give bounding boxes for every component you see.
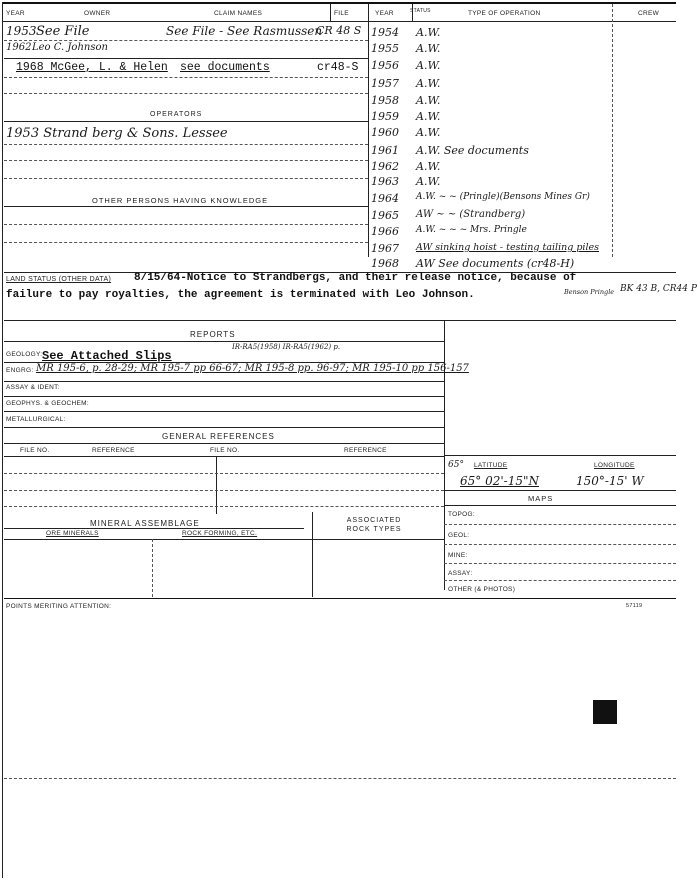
op-text: A.W. — [416, 175, 441, 188]
op-year: 1966 — [371, 225, 399, 238]
topog-label: TOPOG: — [448, 511, 475, 518]
owner-2-year: 1962 — [6, 42, 32, 53]
owner-rule-4 — [4, 93, 368, 94]
owner-2-name: Leo C. Johnson — [32, 42, 108, 53]
metallurgical-label: METALLURGICAL: — [6, 416, 66, 423]
reports-title: REPORTS — [190, 330, 236, 339]
gr-reference-label: REFERENCE — [92, 447, 135, 454]
engrg-value: MR 195-6, p. 28-29; MR 195-7 pp 66-67; MR 195-8 pp. 96-97; MR 195-10 pp 156-157 — [36, 363, 469, 374]
op-text: A.W. — [416, 110, 441, 123]
owner-rule-2 — [4, 58, 368, 59]
operation-row — [368, 59, 676, 74]
other-persons-rule-1 — [4, 224, 368, 225]
owner-1-name: See File — [36, 24, 90, 39]
mineral-col-1 — [152, 539, 153, 597]
other-persons-rule-2 — [4, 242, 368, 243]
owner-rule-1 — [4, 40, 368, 41]
mineral-bottom-rule — [4, 598, 676, 599]
header-file-label: FILE — [334, 10, 349, 17]
operation-row — [368, 77, 676, 92]
operation-row — [368, 175, 676, 190]
gr-rule-1 — [4, 473, 444, 474]
op-text: A.W. See documents — [416, 144, 529, 157]
land-status-line1: 8/15/64-Notice to Strandbergs, and their release notice, because of — [134, 272, 577, 284]
op-text: A.W. — [416, 26, 441, 39]
op-year: 1965 — [371, 209, 399, 222]
operators-rule-3 — [4, 178, 368, 179]
geophys-rule — [4, 411, 444, 412]
form-left-edge — [2, 2, 3, 878]
gr-reference2-label: REFERENCE — [344, 447, 387, 454]
land-status-line2: failure to pay royalties, the agreement is terminated with Leo Johnson. — [6, 289, 475, 301]
operation-row — [368, 192, 676, 207]
engrg-label: ENGRG: — [6, 367, 34, 374]
header-claim-names-label: CLAIM NAMES — [214, 10, 263, 17]
owner-row-3 — [4, 61, 368, 77]
operators-rule-2 — [4, 160, 368, 161]
operation-row — [368, 126, 676, 141]
gr-file-no2-label: FILE NO. — [210, 447, 240, 454]
geology-label: GEOLOGY: — [6, 351, 43, 358]
op-year: 1961 — [371, 144, 399, 157]
operation-row — [368, 144, 676, 159]
geol-rule — [444, 544, 676, 545]
mine-label: MINE: — [448, 552, 468, 559]
gr-rule-2 — [4, 490, 444, 491]
header-year2-label: YEAR — [375, 10, 394, 17]
op-text: A.W. — [416, 126, 441, 139]
operation-row — [368, 242, 676, 257]
op-text: A.W. — [416, 42, 441, 55]
mineral-title-rule — [4, 528, 304, 529]
geophys-label: GEOPHYS. & GEOCHEM: — [6, 400, 89, 407]
op-year: 1963 — [371, 175, 399, 188]
owner-rule-3 — [4, 77, 368, 78]
land-status-note1: Benson Pringle — [564, 288, 615, 296]
op-text: A.W. — [416, 160, 441, 173]
op-year: 1960 — [371, 126, 399, 139]
owner-3-name: 1968 McGee, L. & Helen — [16, 61, 168, 74]
header-crew-label: CREW — [638, 10, 660, 17]
assoc-rock-label: ASSOCIATED ROCK TYPES — [346, 517, 402, 533]
general-references-rule — [4, 443, 444, 444]
other-persons-title: OTHER PERSONS HAVING KNOWLEDGE — [92, 196, 269, 205]
owner-row-2 — [4, 42, 368, 58]
longitude-value: 150°-15' W — [576, 474, 644, 488]
op-year: 1956 — [371, 59, 399, 72]
operation-row — [368, 209, 676, 224]
owner-row-1 — [4, 24, 368, 40]
operation-row — [368, 26, 676, 41]
ore-minerals-label: ORE MINERALS — [46, 530, 99, 537]
operation-row — [368, 257, 676, 272]
mineral-col-2 — [312, 512, 313, 597]
mine-rule — [444, 563, 676, 564]
op-year: 1962 — [371, 160, 399, 173]
ir-note: IR-RA5(1958) IR-RA5(1962) p. — [232, 343, 341, 351]
operators-title: OPERATORS — [150, 111, 203, 118]
op-year: 1955 — [371, 42, 399, 55]
topog-rule — [444, 524, 676, 525]
op-text: A.W. ~ ~ (Pringle)(Bensons Mines Gr) — [416, 192, 590, 202]
maps-assay-rule — [444, 580, 676, 581]
owner-1-file: CR 48 S — [316, 24, 362, 37]
header-owner-label: OWNER — [84, 10, 111, 17]
op-year: 1959 — [371, 110, 399, 123]
owner-3-file: cr48-S — [317, 61, 359, 74]
form-top-rule — [2, 2, 676, 4]
op-year: 1958 — [371, 94, 399, 107]
op-year: 1967 — [371, 242, 399, 255]
rock-forming-label: ROCK FORMING, ETC. — [182, 530, 258, 537]
op-text: A.W. — [416, 94, 441, 107]
land-status-note2: BK 43 B, CR44 P — [620, 284, 697, 294]
land-status-label: LAND STATUS (OTHER DATA) — [6, 276, 112, 283]
geology-value: See Attached Slips — [42, 349, 172, 363]
operators-top-rule — [4, 121, 368, 122]
col-line-year — [412, 4, 413, 22]
op-text: A.W. ~ ~ ~ Mrs. Pringle — [416, 225, 527, 235]
op-year: 1957 — [371, 77, 399, 90]
points-label: POINTS MERITING ATTENTION: — [6, 603, 112, 610]
op-text: AW sinking hoist - testing tailing piles — [416, 242, 599, 253]
operators-entry: 1953 Strand berg & Sons. Lessee — [6, 126, 228, 141]
latitude-value: 65° 02'-15"N — [460, 474, 539, 488]
header-bottom-rule — [2, 21, 676, 22]
metallurgical-rule — [4, 427, 444, 428]
header-year-label: YEAR — [6, 10, 25, 17]
other-persons-top-rule — [4, 206, 368, 207]
maps-assay-label: ASSAY: — [448, 570, 473, 577]
other-photos-label: OTHER (& PHOTOS) — [448, 586, 516, 593]
mineral-assemblage-title: MINERAL ASSEMBLAGE — [90, 519, 200, 528]
loc-top-rule — [444, 455, 676, 456]
longitude-label: LONGITUDE — [594, 462, 635, 469]
land-status-rule — [4, 320, 676, 321]
col-line-file — [330, 4, 331, 22]
op-text: A.W. — [416, 77, 441, 90]
owner-1-claim: See File - See Rasmussen — [166, 24, 323, 38]
gr-header-rule — [4, 456, 444, 457]
operation-row — [368, 225, 676, 240]
header-status-label: STATUS — [410, 8, 431, 14]
latitude-label: LATITUDE — [474, 462, 508, 469]
lat-prefix: 65° — [448, 460, 464, 470]
loc-rule — [444, 490, 676, 491]
op-year: 1968 — [371, 257, 399, 270]
geol-label: GEOL: — [448, 532, 470, 539]
assay-rule — [4, 396, 444, 397]
header-operation-label: TYPE OF OPERATION — [468, 10, 541, 17]
form-number: 57119 — [626, 603, 643, 609]
points-rule — [4, 778, 676, 779]
engrg-rule — [4, 381, 444, 382]
reports-rule — [4, 341, 444, 342]
operators-rule-1 — [4, 144, 368, 145]
op-text: A.W. — [416, 59, 441, 72]
operation-row — [368, 42, 676, 57]
maps-rule — [444, 505, 676, 506]
maps-title: MAPS — [528, 494, 554, 503]
operation-row — [368, 94, 676, 109]
assay-label: ASSAY & IDENT: — [6, 384, 60, 391]
operation-row — [368, 160, 676, 175]
op-text: AW See documents (cr48-H) — [416, 257, 575, 270]
op-year: 1964 — [371, 192, 399, 205]
photo-thumbnail — [593, 700, 617, 724]
op-year: 1954 — [371, 26, 399, 39]
op-text: AW ~ ~ (Strandberg) — [416, 209, 526, 220]
owner-3-claim: see documents — [180, 61, 270, 74]
owner-1-year: 1953 — [6, 24, 37, 38]
general-references-title: GENERAL REFERENCES — [162, 432, 275, 441]
operation-row — [368, 110, 676, 125]
gr-file-no-label: FILE NO. — [20, 447, 50, 454]
mineral-header-rule — [4, 539, 444, 540]
gr-rule-3 — [4, 506, 444, 507]
